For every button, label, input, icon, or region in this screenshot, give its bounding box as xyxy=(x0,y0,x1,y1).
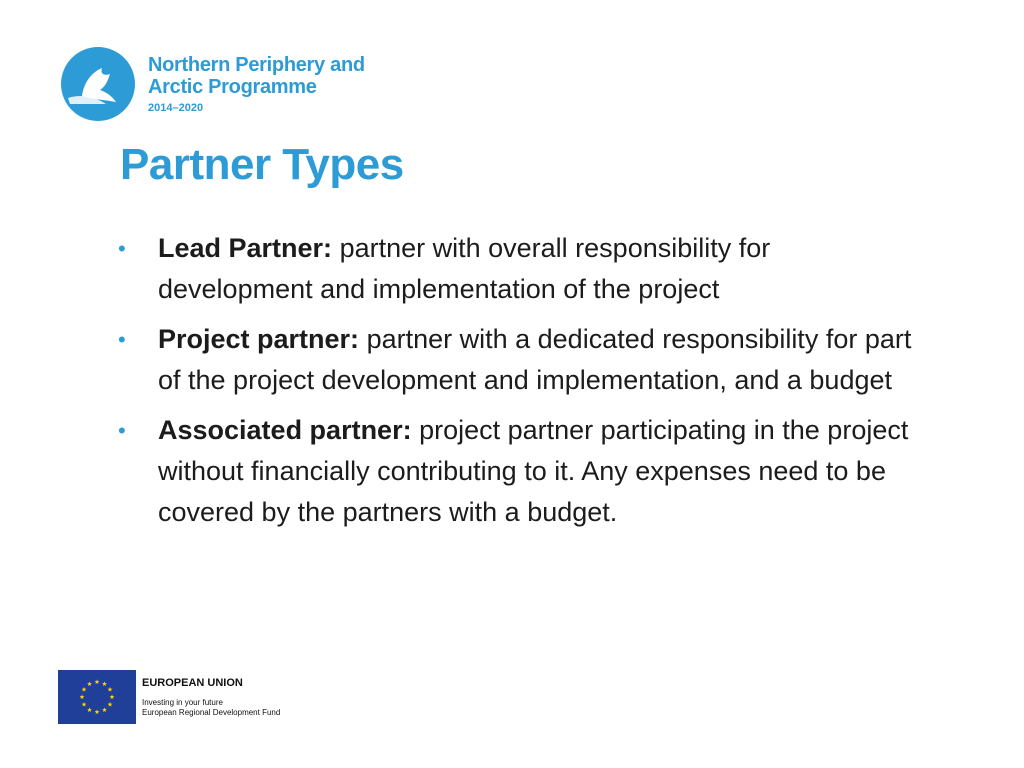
bullet-text: project partner participating in the project without financially contributing to it. Any expenses need to be covered by the partners with a budget. xyxy=(158,415,909,527)
bullet-term: Project partner: xyxy=(158,324,360,354)
bullet-term: Lead Partner: xyxy=(158,233,333,263)
list-item xyxy=(116,228,916,310)
bullet-icon: • xyxy=(118,418,126,443)
list-item xyxy=(116,410,916,533)
eu-footer xyxy=(58,670,318,726)
eu-tagline: Investing in your future xyxy=(142,698,223,707)
page-title: Partner Types xyxy=(120,140,404,189)
bullet-text: partner with a dedicated responsibility for part of the project development and implementation, and a budget xyxy=(158,324,912,395)
bullet-icon: • xyxy=(118,327,126,352)
eu-text xyxy=(142,676,280,718)
bullet-term: Associated partner: xyxy=(158,415,412,445)
bullet-text: partner with overall responsibility for development and implementation of the project xyxy=(158,233,771,304)
bullet-icon: • xyxy=(118,236,126,261)
eu-title: EUROPEAN UNION xyxy=(142,677,243,689)
bird-icon xyxy=(60,46,136,122)
partner-type-list xyxy=(116,228,916,542)
programme-years: 2014–2020 xyxy=(148,102,204,114)
programme-logo xyxy=(60,44,390,126)
programme-name-line1: Northern Periphery and xyxy=(148,54,365,76)
eu-flag-icon xyxy=(58,670,136,724)
programme-name-line2: Arctic Programme xyxy=(148,76,317,98)
list-item xyxy=(116,319,916,401)
eu-fund-name: European Regional Development Fund xyxy=(142,708,281,717)
programme-name xyxy=(148,54,365,115)
